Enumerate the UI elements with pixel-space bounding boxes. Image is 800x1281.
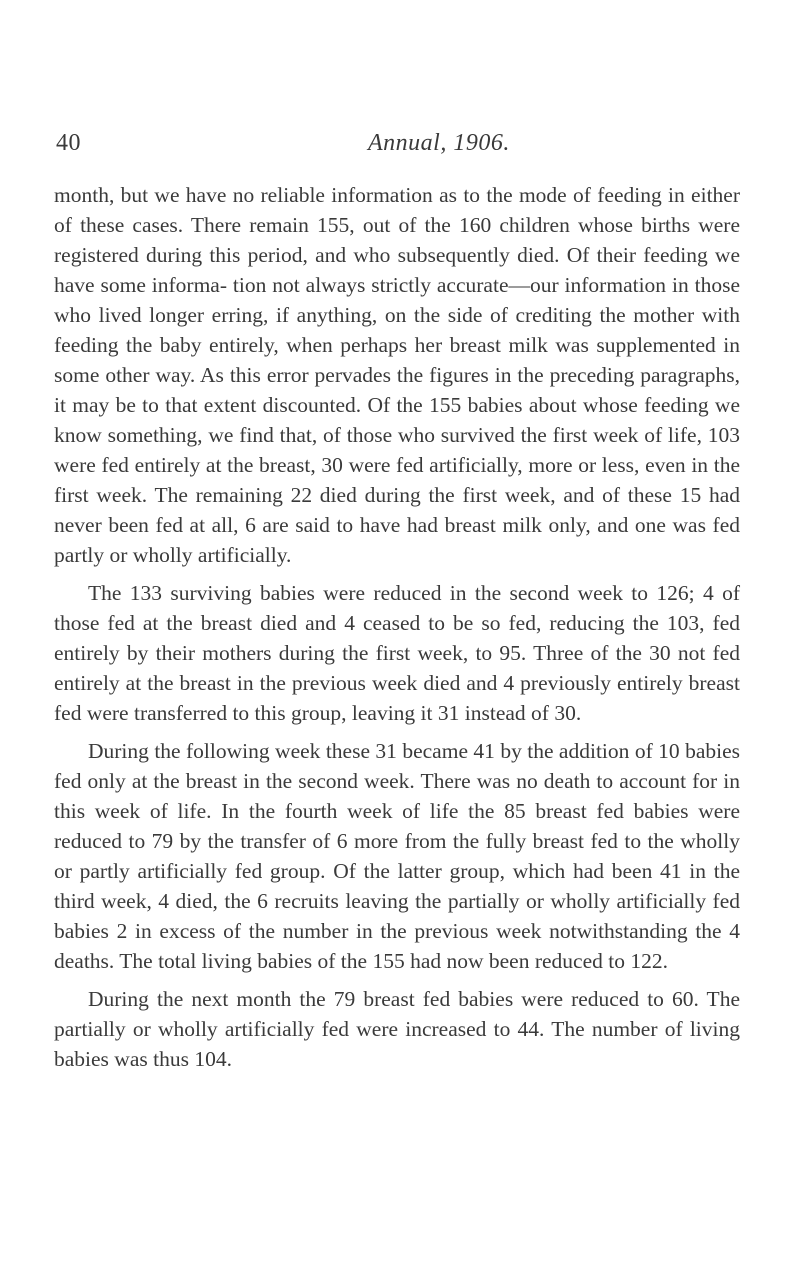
paragraph-4: During the next month the 79 breast fed babies were reduced to 60. The partially or wholly artificially fed were increased to 44. The number of living babies was thus 104.: [54, 987, 740, 1071]
body-text: [54, 180, 740, 1082]
page-header: [56, 122, 736, 162]
paragraph-3: During the following week these 31 became 41 by the addition of 10 babies fed only at the breast in the second week. There was no death to account for in this week of life. In the fourth week of life the 85 breast fed babies were reduced to 79 by the transfer of 6 more from the fully breast fed to the wholly or partly artificially fed group. Of the latter group, which had been 41 in the third week, 4 died, the 6 recruits leaving the partially or wholly artificially fed babies 2 in excess of the number in the previous week notwithstanding the 4 deaths. The total living babies of the 155 had now been reduced to 122.: [54, 739, 740, 973]
page-number: 40: [56, 130, 81, 156]
paragraph-1: month, but we have no reliable information as to the mode of feeding in either of these cases. There remain 155, out of the 160 children whose births were registered during this period, and who subsequently died. Of their feeding we have some informa- tion not always strictly accurate—our information in those who lived longer erring, if anything, on the side of crediting the mother with feeding the baby entirely, when perhaps her breast milk was supplemented in some other way. As this error pervades the figures in the preceding paragraphs, it may be to that extent discounted. Of the 155 babies about whose feeding we know something, we find that, of those who survived the first week of life, 103 were fed entirely at the breast, 30 were fed artificially, more or less, even in the first week. The remaining 22 died during the first week, and of these 15 had never been fed at all, 6 are said to have had breast milk only, and one was fed partly or wholly artificially.: [54, 183, 740, 567]
running-head: Annual, 1906.: [368, 130, 510, 156]
paragraph-2: The 133 surviving babies were reduced in the second week to 126; 4 of those fed at the breast died and 4 ceased to be so fed, reducing the 103, fed entirely by their mothers during the first week, to 95. Three of the 30 not fed entirely at the breast in the previous week died and 4 previously entirely breast fed were transferred to this group, leaving it 31 instead of 30.: [54, 581, 740, 725]
